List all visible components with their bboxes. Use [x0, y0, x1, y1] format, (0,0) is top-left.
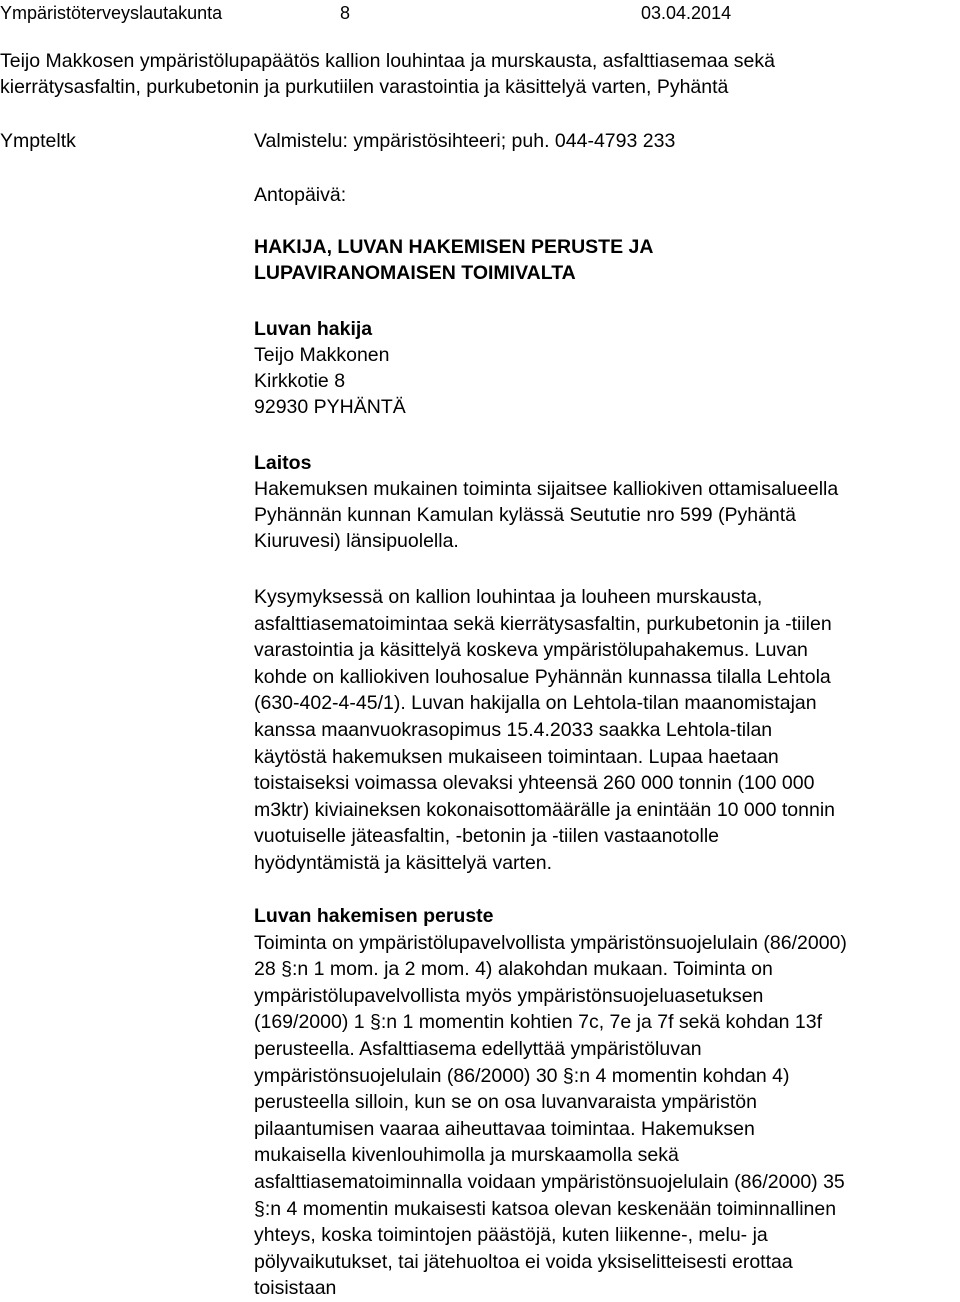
basis-line: toisistaan [254, 1277, 337, 1300]
meeting-date: 03.04.2014 [641, 3, 732, 23]
section-heading-line: LUPAVIRANOMAISEN TOIMIVALTA [254, 262, 576, 284]
applicant-postal: 92930 PYHÄNTÄ [254, 396, 406, 418]
basis-block [254, 903, 960, 1302]
description-line: Kysymyksessä on kallion louhintaa ja louheen murskausta, [254, 586, 763, 608]
basis-line: Toiminta on ympäristölupavelvollista ympäristönsuojelulain (86/2000) [254, 931, 847, 954]
basis-line: ympäristölupavelvollista myös ympäristönsuojeluasetuksen [254, 984, 764, 1007]
title-line: kierrätysasfaltin, purkubetonin ja purkutiilen varastointia ja käsittelyä varten, Pyhäntä [0, 76, 729, 98]
basis-line: ympäristönsuojelulain (86/2000) 30 §:n 4 momentin kohdan 4) [254, 1064, 790, 1087]
basis-line: §:n 4 momentin mukaisesti katsoa olevan keskenään toiminnallinen [254, 1197, 837, 1220]
document-title [0, 48, 775, 100]
facility-block [254, 450, 960, 554]
facility-heading: Laitos [254, 452, 312, 474]
basis-line: (169/2000) 1 §:n 1 momentin kohtien 7c, 7e ja 7f sekä kohdan 13f [254, 1011, 823, 1034]
basis-line: yhteys, koska toimintojen päästöjä, kuten liikenne-, melu- ja [254, 1224, 768, 1247]
basis-line: perusteella. Asfalttiasema edellyttää ympäristöluvan [254, 1037, 702, 1060]
description-line: vuotuiselle jäteasfaltin, -betonin ja -tiilen vastaanotolle [254, 825, 720, 848]
applicant-block [254, 316, 960, 420]
section-heading-line: HAKIJA, LUVAN HAKEMISEN PERUSTE JA [254, 236, 654, 258]
description-line: hyödyntämistä ja käsittelyä varten. [254, 851, 553, 874]
applicant-heading: Luvan hakija [254, 318, 373, 340]
title-line: Teijo Makkosen ympäristölupapäätös kallion louhintaa ja murskausta, asfalttiasemaa sekä [0, 50, 775, 72]
facility-text-line: Hakemuksen mukainen toiminta sijaitsee kalliokiven ottamisalueella [254, 478, 839, 500]
basis-line: mukaisella kivenlouhimolla ja murskaamolla sekä [254, 1144, 679, 1167]
basis-line: asfalttiasematoiminnalla voidaan ympäristönsuojelulain (86/2000) 35 [254, 1170, 845, 1193]
facility-text-line: Kiuruvesi) länsipuolella. [254, 530, 459, 552]
description-line: varastointia ja käsittelyä koskeva ympäristölupahakemus. Luvan [254, 639, 808, 662]
basis-line: 28 §:n 1 mom. ja 2 mom. 4) alakohdan mukaan. Toiminta on [254, 958, 773, 981]
basis-line: pilaantumisen vaaraa aiheuttavaa toimintaa. Hakemuksen [254, 1117, 755, 1140]
page-number: 8 [340, 3, 351, 23]
committee-name: Ympäristöterveyslautakunta [0, 3, 223, 23]
applicant-name: Teijo Makkonen [254, 344, 390, 366]
description-line: kohde on kalliokiven louhosalue Pyhännän kunnassa tilalla Lehtola [254, 665, 831, 688]
section-heading [254, 234, 960, 286]
description-line: toistaiseksi voimassa olevaksi yhteensä 260 000 tonnin (100 000 [254, 772, 815, 795]
body-label: Ympteltk [0, 130, 76, 152]
facility-text-line: Pyhännän kunnan Kamulan kylässä Seututie nro 599 (Pyhäntä [254, 504, 797, 526]
description-line: m3ktr) kiviaineksen kokonaisottomäärälle ja enintään 10 000 tonnin [254, 798, 836, 821]
applicant-street: Kirkkotie 8 [254, 370, 346, 392]
preparation-info: Valmistelu: ympäristösihteeri; puh. 044-4793 233 [254, 130, 676, 152]
basis-heading: Luvan hakemisen peruste [254, 905, 494, 927]
basis-line: pölyvaikutukset, tai jätehuoltoa ei voida yksiselitteisesti erottaa [254, 1250, 793, 1273]
description-line: asfalttiasematoimintaa sekä kierrätysasfaltin, purkubetonin ja -tiilen [254, 612, 832, 635]
description-line: (630-402-4-45/1). Luvan hakijalla on Lehtola-tilan maanomistajan [254, 692, 817, 715]
description-paragraph [254, 584, 960, 877]
basis-line: perusteella silloin, kun se on osa luvanvaraista ympäristön [254, 1091, 757, 1114]
proposal-label: Antopäivä: [254, 184, 347, 206]
description-line: käytöstä hakemuksen mukaiseen toimintaan. Lupaa haetaan [254, 745, 779, 768]
description-line: kanssa maanvuokrasopimus 15.4.2033 saakka Lehtola-tilan [254, 718, 773, 741]
